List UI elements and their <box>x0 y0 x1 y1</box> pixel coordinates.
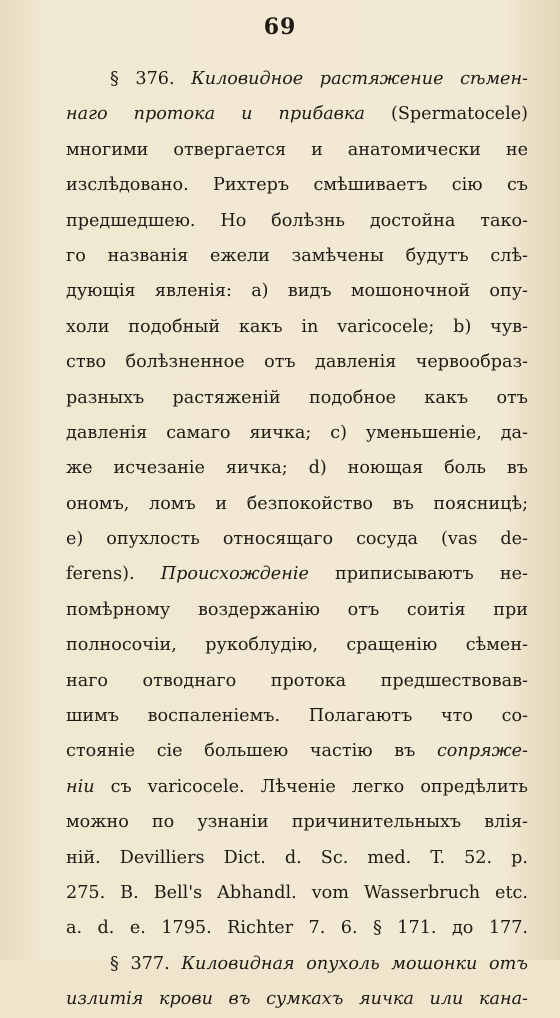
text-line <box>66 982 528 1017</box>
text-line <box>66 451 528 486</box>
text-segment: полносочіи, рукоблудію, сращенію сѣмен- <box>66 635 528 656</box>
text-segment: (Spermatocele) <box>364 104 528 125</box>
text-line <box>66 97 528 132</box>
text-line <box>66 876 528 911</box>
text-line <box>66 664 528 699</box>
text-segment: приписываютъ не- <box>308 564 528 585</box>
text-segment: изслѣдовано. Рихтеръ смѣшиваетъ сію съ <box>66 175 528 196</box>
text-line <box>66 204 528 239</box>
text-segment: ferens). <box>66 564 161 585</box>
italic-text: Киловидная опухоль мошонки отъ <box>181 953 528 974</box>
italic-text: Происхожденіе <box>160 564 309 585</box>
text-segment: разныхъ растяженій подобное какъ отъ <box>66 387 528 408</box>
italic-text: излитія крови въ сумкахъ яичка или кана- <box>66 989 528 1010</box>
text-segment: можно по узнаніи причинительныхъ влія- <box>66 812 528 833</box>
text-segment: a. d. e. 1795. Richter 7. 6. § 171. до 177. <box>66 918 528 939</box>
text-line <box>66 133 528 168</box>
text-segment: § 377. <box>110 953 182 974</box>
text-line <box>66 522 528 557</box>
text-segment: 275. B. Bell's Abhandl. vom Wasserbruch etc. <box>66 882 528 903</box>
page-number: 69 <box>263 14 297 40</box>
italic-text: наго протока и прибавка <box>66 104 365 125</box>
text-segment: предшедшею. Но болѣзнь достойна тако- <box>66 210 528 231</box>
body-text <box>66 62 528 1018</box>
text-line <box>66 345 528 380</box>
italic-text: Киловидное растяжение сѣмен- <box>191 69 528 89</box>
text-line <box>66 699 528 734</box>
text-segment: шимъ воспаленіемъ. Полагаютъ что со- <box>66 706 528 727</box>
text-line <box>66 841 528 876</box>
text-segment: съ varicocele. Лѣченіе легко опредѣлить <box>94 776 528 797</box>
italic-text: ніи <box>66 776 95 797</box>
text-segment: стояніе сіе большею частію въ <box>66 741 437 762</box>
text-line <box>66 239 528 274</box>
text-line <box>66 628 528 663</box>
italic-text: сопряже- <box>436 741 528 762</box>
text-line <box>66 381 528 416</box>
text-segment: ство болѣзненное отъ давленія червообраз- <box>66 352 528 373</box>
text-segment: помѣрному воздержанію отъ соитія при <box>66 599 528 620</box>
text-segment: наго отводнаго протока предшествовав- <box>66 670 528 691</box>
text-line <box>66 487 528 522</box>
text-line <box>66 416 528 451</box>
text-line <box>66 770 528 805</box>
text-segment: ній. Devilliers Dict. d. Sc. med. T. 52. p. <box>66 847 528 868</box>
text-line <box>66 274 528 309</box>
text-line <box>66 805 528 840</box>
text-line <box>66 947 528 982</box>
text-segment: же исчезаніе яичка; d) ноющая боль въ <box>66 458 528 479</box>
text-segment: многими отвергается и анатомически не <box>66 139 528 160</box>
text-segment: § 376. <box>110 69 192 89</box>
text-line <box>66 62 528 97</box>
text-segment: ономъ, ломъ и безпокойство въ поясницѣ; <box>66 493 528 514</box>
text-line <box>66 557 528 592</box>
text-segment: холи подобный какъ in varicocele; b) чув- <box>66 316 528 337</box>
text-line <box>66 911 528 946</box>
text-line <box>66 310 528 345</box>
text-segment: дующія явленія: a) видъ мошоночной опу- <box>66 281 528 302</box>
text-line <box>66 168 528 203</box>
text-segment: го названія ежели замѣчены будутъ слѣ- <box>66 245 528 266</box>
text-line <box>66 593 528 628</box>
text-line <box>66 734 528 769</box>
text-segment: давленія самаго яичка; c) уменьшеніе, да- <box>66 422 528 443</box>
text-segment: e) опухлость относящаго сосуда (vas de- <box>66 529 528 550</box>
